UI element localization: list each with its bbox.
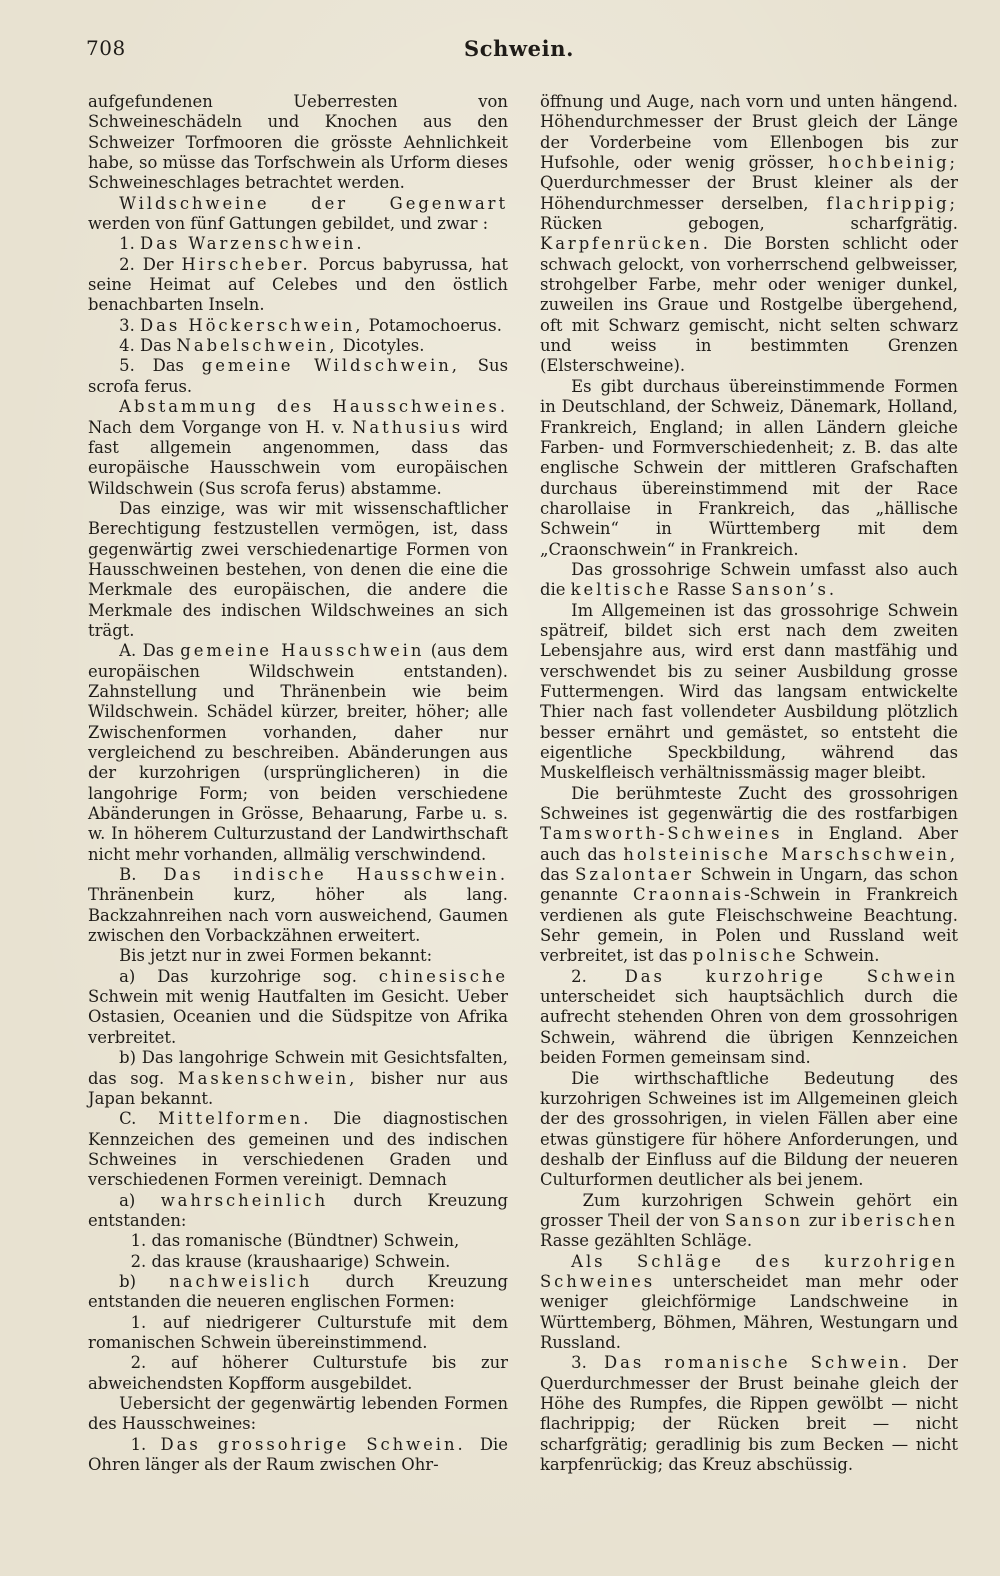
- spaced-text: wahrscheinlich: [160, 1190, 329, 1210]
- text: Thränenbein kurz, höher als lang. Backzahnreihen nach vorn ausweichend, Gaumen zwischen den Vorbackzähnen erweitert.: [88, 885, 508, 946]
- spaced-text: Das Warzenschwein.: [140, 234, 365, 254]
- text: A. Das: [119, 641, 181, 661]
- spaced-text: Das romanische Schwein.: [604, 1353, 911, 1373]
- paragraph: [88, 946, 508, 966]
- list-item: [88, 1231, 508, 1251]
- spaced-text: Das Höckerschwein,: [140, 315, 364, 335]
- text: 1.: [119, 234, 141, 254]
- text: Potamochoerus.: [363, 315, 502, 335]
- text: 2. auf höherer Culturstufe bis zur abweichendsten Kopfform ausgebildet.: [88, 1353, 508, 1393]
- list-item: [88, 1252, 508, 1272]
- text: Dicotyles.: [337, 336, 425, 356]
- paragraph: [540, 784, 958, 967]
- paragraph: [88, 1109, 508, 1190]
- paragraph: [540, 601, 958, 784]
- paragraph: [540, 560, 958, 601]
- text: Porcus babyrussa, hat seine Heimat auf Celebes und den östlich benachbarten Inseln.: [88, 254, 508, 315]
- spaced-text: hochbeinig;: [828, 153, 958, 173]
- spaced-text: Craonnais: [632, 885, 745, 905]
- text: Die Ohren länger als der Raum zwischen Ohr-: [88, 1434, 508, 1475]
- text: 2. Der: [119, 254, 182, 274]
- text: öffnung und Auge, nach vorn und unten hängend. Höhendurchmesser der Brust gleich der Länge der Vorderbeine vom Ellenbogen bis zur Hufsohle, oder wenig grösser,: [540, 92, 958, 173]
- text: werden von fünf Gattungen gebildet, und zwar :: [88, 214, 489, 234]
- text: Rasse: [671, 580, 732, 600]
- spaced-text: Karpfenrücken.: [540, 234, 711, 254]
- text: Rasse gezählten Schläge.: [540, 1231, 753, 1251]
- text: in England. Aber auch das: [540, 824, 958, 864]
- text: (aus dem europäischen Wildschwein entstanden). Zahnstellung und Thränenbein wie beim Wildschwein. Schädel kürzer, breiter, höher; alle Zwischenformen vorhanden, daher nur vergleichend zu beschreiben. Abänderungen aus der kurzohrigen (ursprünglicheren) in die langohrige Form; von beiden verschiedene Abänderungen in Grösse, Behaarung, Farbe u. s. w. In höherem Culturzustand der Landwirthschaft nicht mehr vorhanden, allmälig verschwindend.: [88, 641, 508, 864]
- spaced-text: iberischen: [841, 1210, 959, 1230]
- list-item: [88, 967, 508, 1048]
- paragraph: [88, 1435, 508, 1476]
- text: 2. das krause (kraushaarige) Schwein.: [130, 1251, 451, 1271]
- spaced-text: Mittelformen.: [158, 1109, 312, 1129]
- spaced-text: polnische: [692, 946, 799, 966]
- text: 1. das romanische (Bündtner) Schwein,: [130, 1231, 460, 1251]
- text: Zum kurzohrigen Schwein gehört ein grosser Theil der von: [540, 1190, 958, 1230]
- text: Rücken gebogen, scharfgrätig.: [540, 214, 958, 234]
- spaced-text: Maskenschwein,: [177, 1068, 358, 1088]
- spaced-text: Sanson: [724, 1210, 804, 1230]
- page-number: 708: [86, 36, 126, 60]
- paragraph: [540, 1252, 958, 1354]
- spaced-text: chinesische: [378, 966, 508, 986]
- paragraph: [88, 865, 508, 946]
- spaced-text: Das kurzohrige Schwein: [624, 966, 958, 986]
- text: 2.: [571, 966, 625, 986]
- text: Die diagnostischen Kennzeichen des gemeinen und des indischen Schweines in verschiedenen Graden und verschiedenen Formen vereinigt. Demnach: [88, 1109, 508, 1190]
- spaced-text: Tamsworth-Schweines: [540, 824, 783, 844]
- text: C.: [119, 1109, 159, 1129]
- text: Schwein mit wenig Hautfalten im Gesicht. Ueber Ostasien, Oceanien und die Südspitze von Afrika verbreitet.: [88, 987, 508, 1047]
- text: Der Querdurchmesser der Brust beinahe gleich der Höhe des Rumpfes, die Rippen gewölbt — nicht flachrippig; der Rücken breit — nicht scharfgrätig; geradlinig bis zum Becken — nicht karpfenrückig; das Kreuz abschüssig.: [540, 1353, 958, 1475]
- paragraph: [88, 397, 508, 499]
- text: 3.: [119, 315, 141, 335]
- spaced-text: nachweislich: [169, 1271, 313, 1291]
- spaced-text: Sanson’s.: [731, 580, 838, 600]
- text: Uebersicht der gegenwärtig lebenden Formen des Hausschweines:: [88, 1394, 508, 1434]
- text: b) Das langohrige Schwein mit Gesichtsfalten, das sog.: [88, 1048, 508, 1088]
- text: Die berühmteste Zucht des grossohrigen Schweines ist gegenwärtig die des rostfarbigen: [540, 783, 958, 824]
- spaced-text: gemeine Hausschwein: [180, 641, 425, 661]
- list-item: [88, 1272, 508, 1313]
- running-head: Schwein.: [463, 36, 574, 61]
- paragraph: [540, 967, 958, 1069]
- text: Bis jetzt nur in zwei Formen bekannt:: [119, 946, 433, 966]
- spaced-text: Wildschweine der Gegenwart: [119, 193, 508, 213]
- text: Querdurchmesser der Brust kleiner als der Höhendurchmesser derselben,: [540, 173, 958, 213]
- text: 5. Das: [119, 356, 202, 376]
- text: -Schwein in Frankreich verdienen als gute Fleischschweine Beachtung. Sehr gemein, in Polen und Russland weit verbreitet, ist das: [540, 885, 958, 966]
- paragraph: [540, 92, 958, 377]
- spaced-text: Szalontaer: [575, 865, 694, 885]
- page-header: [86, 36, 952, 62]
- paragraph: [88, 92, 508, 194]
- text: bisher nur aus Japan bekannt.: [88, 1068, 508, 1108]
- text: 1. auf niedrigerer Culturstufe mit dem romanischen Schwein übereinstimmend.: [88, 1312, 508, 1352]
- list-item: [88, 1313, 508, 1354]
- text: b): [119, 1271, 170, 1291]
- text: unterscheidet sich hauptsächlich durch die aufrecht stehenden Ohren von dem grossohrigen Schwein, während die übrigen Kennzeichen beiden Formen gemeinsam sind.: [540, 987, 958, 1068]
- paragraph: [88, 499, 508, 641]
- text: Sus scrofa ferus.: [88, 356, 508, 396]
- text: 4. Das: [119, 336, 177, 356]
- text: Die wirthschaftliche Bedeutung des kurzohrigen Schweines ist im Allgemeinen gleich der des grossohrigen, in vielen Fällen aber eine etwas günstigere für höhere Anforderungen, und deshalb der Einfluss auf die Bildung der neueren Culturformen deutlicher als bei jenem.: [540, 1068, 958, 1190]
- text: wird fast allgemein angenommen, dass das europäische Hausschwein vom europäischen Wildschwein (Sus scrofa ferus) abstamme.: [88, 417, 508, 498]
- text: unterscheidet man mehr oder weniger gleichförmige Landschweine in Württemberg, Böhmen, Mähren, Westungarn und Russland.: [540, 1271, 958, 1352]
- text: das: [540, 865, 576, 885]
- list-item: [88, 234, 508, 254]
- text: Die Borsten schlicht oder schwach gelockt, von vorherrschend gelbweisser, strohgelber Farbe, mehr oder weniger dunkel, zuweilen ins Graue und Rostgelbe übergehend, oft mit Schwarz gemischt, nicht selten schwarz und weiss in bestimmten Grenzen (Elsterschweine).: [540, 234, 958, 376]
- paragraph: [540, 1069, 958, 1191]
- text: Schwein.: [798, 946, 880, 966]
- paragraph: [540, 377, 958, 560]
- text: durch Kreuzung entstanden die neueren englischen Formen:: [88, 1271, 508, 1312]
- left-column: [88, 92, 508, 1475]
- text: 3.: [571, 1353, 605, 1373]
- list-item: [88, 1048, 508, 1109]
- paragraph: [88, 194, 508, 235]
- list-item: [88, 255, 508, 316]
- text: Im Allgemeinen ist das grossohrige Schwein spätreif, bildet sich erst nach dem zweiten Lebensjahre aus, wird erst dann mastfähig und verschwendet bis zu seiner Ausbildung grosse Futtermengen. Wird das langsam entwickelte Thier nach fast vollendeter Ausbildung plötzlich besser ernährt und gemästet, so entsteht die eigentliche Speckbildung, während das Muskelfleisch verhältnissmässig mager bleibt.: [540, 600, 958, 783]
- paragraph: [540, 1191, 958, 1252]
- text: Nach dem Vorgange von H. v.: [88, 417, 353, 437]
- paragraph: [540, 1353, 958, 1475]
- spaced-text: keltische: [570, 580, 672, 600]
- text: B.: [119, 865, 164, 885]
- spaced-text: Abstammung des Hausschweines.: [119, 397, 508, 417]
- text: a) Das kurzohrige sog.: [119, 966, 379, 986]
- text: aufgefundenen Ueberresten von Schweineschädeln und Knochen aus den Schweizer Torfmooren die grösste Aehnlichkeit habe, so müsse das Torfschwein als Urform dieses Schweineschlages betrachtet werden.: [88, 92, 508, 193]
- text: Schwein in Ungarn, das schon genannte: [540, 865, 959, 905]
- list-item: [88, 316, 508, 336]
- spaced-text: Nathusius: [352, 417, 464, 437]
- list-item: [88, 356, 508, 397]
- spaced-text: gemeine Wildschwein,: [201, 356, 460, 376]
- list-item: [88, 1191, 508, 1232]
- paragraph: [88, 1394, 508, 1435]
- spaced-text: Hirscheber.: [181, 254, 311, 274]
- paragraph: [88, 641, 508, 865]
- spaced-text: Das indische Hausschwein.: [163, 865, 508, 885]
- text: Es gibt durchaus übereinstimmende Formen in Deutschland, der Schweiz, Dänemark, Holland, Frankreich, England; in allen Ländern gleiche Farben- und Formverschiedenheit; z. B. das alte englische Schwein der mittleren Grafschaften durchaus übereinstimmend mit der Race charollaise in Frankreich, das „hällische Schwein“ in Württemberg mit dem „Craonschwein“ in Frankreich.: [540, 376, 958, 559]
- spaced-text: holsteinische Marschschwein,: [623, 844, 958, 864]
- text: zur: [803, 1210, 842, 1230]
- text: a): [119, 1190, 161, 1210]
- spaced-text: Nabelschwein,: [176, 336, 338, 356]
- spaced-text: Das grossohrige Schwein.: [160, 1434, 466, 1454]
- text: Das grossohrige Schwein umfasst also auch die: [540, 559, 958, 600]
- spaced-text: Als Schläge des kurzohrigen Schweines: [540, 1251, 958, 1291]
- list-item: [88, 1353, 508, 1394]
- text: Das einzige, was wir mit wissenschaftlicher Berechtigung festzustellen vermögen, ist, dass gegenwärtig zwei verschiedenartige Formen von Hausschweinen bestehen, von denen die eine die Merkmale des europäischen, die andere die Merkmale des indischen Wildschweines an sich trägt.: [88, 498, 508, 640]
- right-column: [540, 92, 958, 1475]
- list-item: [88, 336, 508, 356]
- text: durch Kreuzung entstanden:: [88, 1190, 508, 1230]
- text: 1.: [130, 1434, 161, 1454]
- spaced-text: flachrippig;: [826, 193, 958, 213]
